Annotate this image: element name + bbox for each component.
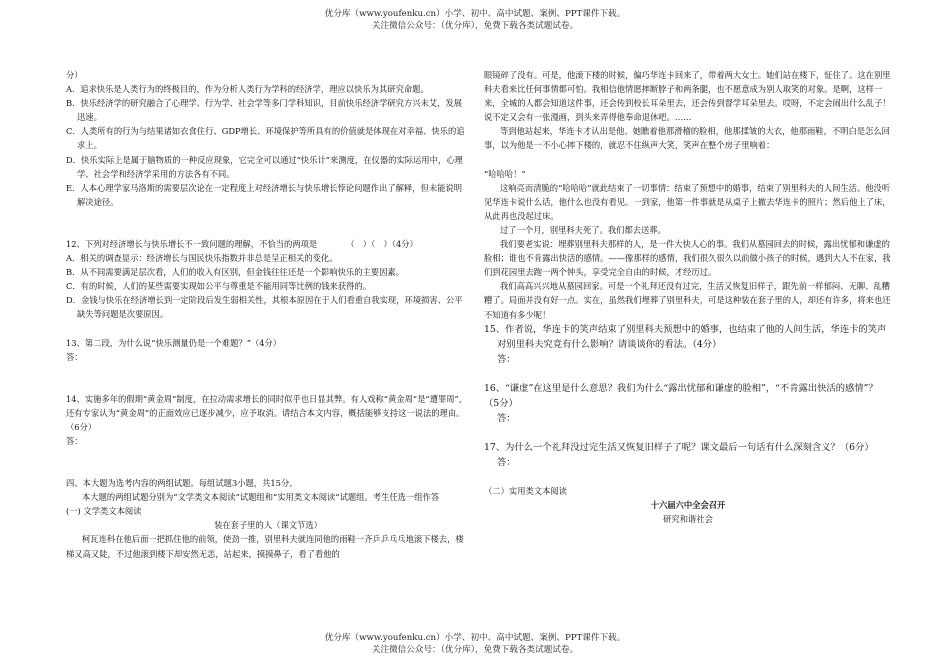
passage-paragraph: 柯瓦连科在他后面一把抓住他的前领，使劲一推，别里科夫就连同他的雨鞋一齐乒乒乓乓地滚下楼去，楼梯又高又陡，不过他滚到楼下却安然无恙，站起来，摸摸鼻子，看了看他的 [66, 534, 464, 559]
passage-paragraph: 我们要老实说：埋葬别里科夫那样的人，是一件大快人心的事。我们从墓园回去的时候，露出忧郁和谦虚的脸相；谁也不肯露出快活的感情。——像那样的感情，我们很久很久以前做小孩子的时候，遇到大人不在家，我们到花园里去跑一两个钟头，享受完全自由的时候，才经历过。 [484, 239, 891, 278]
spacer [66, 209, 470, 237]
option-a: A．追求快乐是人类行为的终极目的，作为分析人类行为学科的经济学，理应以快乐为其研究命题。 [66, 84, 429, 95]
spacer [484, 367, 892, 381]
spacer [66, 448, 470, 476]
spacer [66, 322, 470, 336]
left-column [66, 68, 470, 561]
subsection-literary: (一) 文学类文本阅读 [66, 506, 142, 517]
page-header [0, 8, 950, 32]
spacer [484, 426, 892, 440]
passage-title: 装在套子里的人（课文节选） [214, 520, 322, 531]
subsection-practical: （二）实用类文本阅读 [484, 485, 567, 496]
header-line-2: 关注微信公众号：（优分库），免费下载各类试题试卷。 [371, 21, 579, 31]
question-16: 16、“谦虚”在这里是什么意思？我们为什么“露出忧郁和谦虚的脸相”，“不肯露出快活的感情”？（5分） [484, 382, 878, 409]
right-column [484, 68, 892, 526]
passage-paragraph: 这响亮而清脆的“哈哈哈”就此结束了一切事情：结束了预想中的婚事，结束了别里科夫的人间生活。他没听见华连卡说什么话，他什么也没有看见。一到家，他第一件事就是从桌子上撤去华连卡的照片；然后他上了床，从此再也没起过床。 [484, 182, 891, 221]
q12-option-a: A．相关的调查显示：经济增长与国民快乐指数并非总是呈正相关的变化。 [66, 253, 338, 264]
q12-option-c: C．有的时候，人们的某些需要实现如公平与尊重是不能用同等比例的钱来获得的。 [66, 281, 372, 292]
spacer [484, 470, 892, 484]
q12-option-b: B．从不同需要满足层次看，人们的收入有区别，但金钱往往还是一个影响快乐的主要因素。 [66, 267, 404, 278]
header-line-1: 优分库（www.youfenku.cn）小学、初中、高中试题、案例、PPT课件下载。 [324, 9, 626, 19]
option-d: D．快乐实际上是属于脑物质的一种反应现象，它完全可以通过“快乐计”来测度，在仪器的实际运用中，心理学、社会学和经济学采用的方法各有不同。 [66, 154, 463, 179]
footer-line-2: 关注微信公众号：（优分库），免费下载各类试题试卷。 [371, 645, 579, 655]
option-c: C．人类所有的行为与结果诸如衣食住行、GDP增长、环境保护等所具有的价值就是体现在对幸福、快乐的追求上。 [66, 126, 465, 151]
spacer [66, 364, 470, 392]
section-4-instructions: 本大题的两组试题分别为“文学类文本阅读”试题组和“实用类文本阅读”试题组。考生任选一组作答 [82, 492, 440, 503]
question-13: 13、第二段，为什么说“快乐测量仍是一个难题？”（4分） [66, 337, 282, 348]
option-e: E．人本心理学家马洛斯的需要层次论在一定程度上对经济增长与快乐增长悖论问题作出了解释，但未能说明解决途径。 [66, 182, 463, 207]
section-4-heading: 四、本大题为选考内容的两组试题。每组试题3小题，共15分。 [66, 478, 298, 489]
page-footer [0, 632, 950, 656]
passage-paragraph: 眼镜碎了没有。可是，他滚下楼的时候，偏巧华连卡回来了，带着两大女士。她们站在楼下，怔住了。这在别里科夫看来比任何事情都可怕。我相信他情愿摔断脖子和两条腿，也不愿意成为别人取笑的对象。是啊，这样一来，全城的人都会知道这件事，还会传到校长耳朵里去，还会传到督学耳朵里去。哎呀，不定会闹出什么乱子！说不定又会有一张漫画，到头来弄得他奉命退休吧。…… [484, 70, 891, 123]
question-17: 17、为什么一个礼拜没过完生活又恢复旧样子了呢？课文最后一句话有什么深刻含义？（6分） [484, 441, 874, 453]
article-title: 十六届六中全会召开 [650, 499, 726, 510]
footer-line-1: 优分库（www.youfenku.cn）小学、初中、高中试题、案例、PPT课件下载。 [324, 633, 626, 643]
q17-answer-label: 答： [497, 456, 516, 468]
q16-answer-label: 答： [497, 412, 516, 424]
passage-paragraph: “哈哈哈！” [484, 168, 526, 179]
text-line: 分） [66, 70, 83, 80]
question-12: 12、下列对经济增长与快乐增长不一致问题的理解，不恰当的两项是 （ ）（ ）（4分） [66, 238, 418, 249]
question-15: 15、作者说，华连卡的笑声结束了别里科夫预想中的婚事，也结束了他的人间生活，华连卡的笑声对别里科夫究竟有什么影响？请谈谈你的看法。（4分） [484, 323, 887, 350]
q12-option-d: D．金钱与快乐在经济增长到一定阶段后发生弱相关性，其根本原因在于人们看重自我实现，环境损害、公平缺失等问题是次要原因。 [66, 295, 463, 320]
question-14: 14、实施多年的假期“黄金周”制度，在拉动需求增长的同时似乎也日显其弊。有人戏称“黄金周”是“遭罪周”，还有专家认为“黄金周”的正面效应已逐步减少，应予取消。请结合本文内容，概括能够支持这一说法的理由。（6分） [66, 393, 468, 432]
passage-paragraph: 等到他站起来，华连卡才认出是他。她瞧着他那滑稽的脸相，他那揉皱的大衣，他那雨鞋，不明白是怎么回事，以为他是一不小心摔下楼的，就忍不住纵声大笑，笑声在整个房子里响着： [484, 126, 890, 151]
q15-answer-label: 答： [497, 353, 516, 365]
spacer [484, 153, 892, 167]
q13-answer-label: 答： [66, 351, 83, 362]
article-subtitle: 研究和谐社会 [663, 513, 713, 524]
option-b: B．快乐经济学的研究融合了心理学、行为学、社会学等多门学科知识，目前快乐经济学研究方兴未艾，发展迅速。 [66, 98, 463, 123]
q14-answer-label: 答： [66, 435, 83, 446]
passage-paragraph: 过了一个月，别里科夫死了。我们都去送葬。 [500, 224, 666, 235]
passage-paragraph: 我们高高兴兴地从墓园回家。可是一个礼拜还没有过完，生活又恢复旧样子，跟先前一样郁闷、无聊、乱糟糟了。局面并没有好一点。实在，虽然我们埋葬了别里科夫，可是这种装在套子里的人，却还有许多，将来也还不知道有多少呢！ [484, 281, 891, 320]
